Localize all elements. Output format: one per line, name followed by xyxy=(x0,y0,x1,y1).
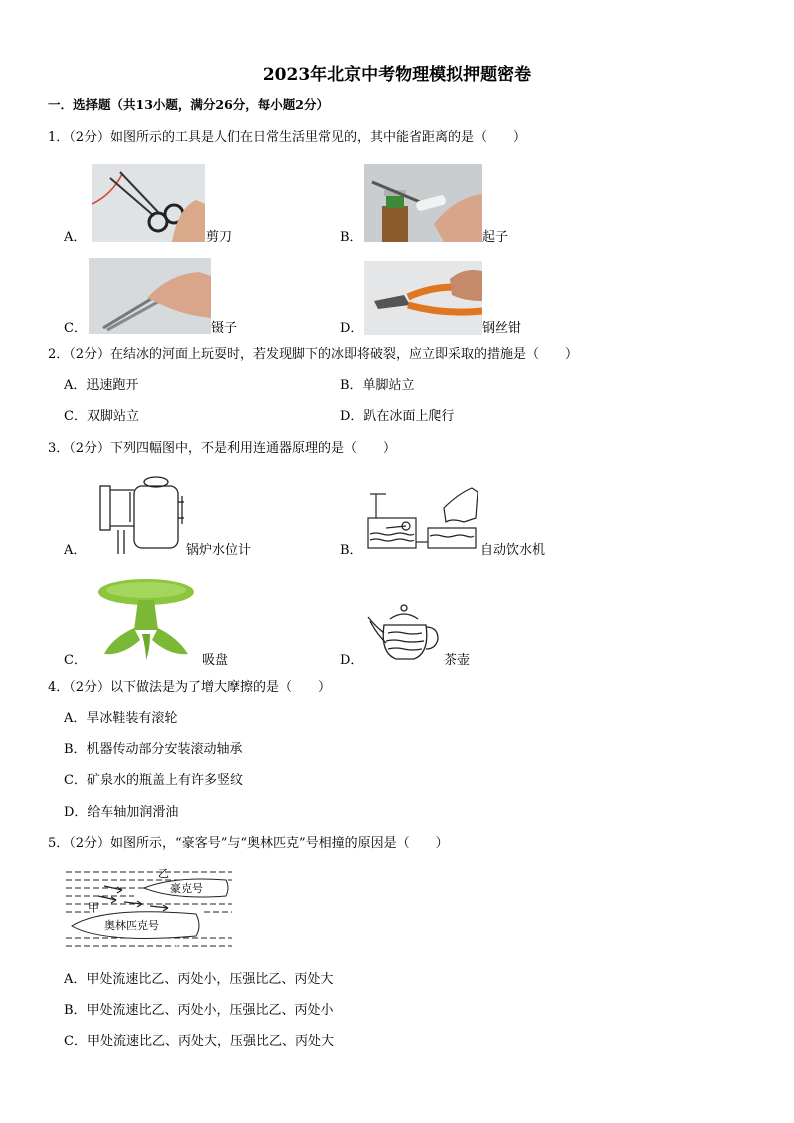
fig-label-jia: 甲 xyxy=(88,901,99,914)
q3-option-d-letter: D． xyxy=(340,653,364,668)
q2-option-d: D．趴在冰面上爬行 xyxy=(340,409,455,424)
bottle-opener-image xyxy=(364,164,482,242)
q1-option-d-letter: D． xyxy=(340,321,364,336)
boiler-gauge-image xyxy=(94,472,184,558)
q4-option-c: C．矿泉水的瓶盖上有许多竖纹 xyxy=(64,773,243,788)
q3-option-b-text: 自动饮水机 xyxy=(480,543,546,558)
tweezers-image xyxy=(89,258,211,334)
q2-option-c: C．双脚站立 xyxy=(64,409,139,424)
q3-option-c-text: 吸盘 xyxy=(202,653,229,668)
q5-option-b: B．甲处流速比乙、丙处小，压强比乙、丙处小 xyxy=(64,1003,334,1018)
q4-option-a: A．旱冰鞋装有滚轮 xyxy=(64,711,178,726)
teapot-image xyxy=(366,603,442,663)
q1-option-c-letter: C． xyxy=(64,321,87,336)
q5-option-a: A．甲处流速比乙、丙处小，压强比乙、丙处大 xyxy=(64,972,334,987)
q1-option-a-letter: A． xyxy=(64,230,87,245)
q1-option-b-letter: B． xyxy=(340,230,363,245)
q2-option-b: B．单脚站立 xyxy=(340,378,415,393)
q1-option-d-text: 钢丝钳 xyxy=(482,321,522,336)
pliers-image xyxy=(364,261,482,335)
auto-waterer-image xyxy=(366,478,478,552)
q3-option-c-letter: C． xyxy=(64,653,87,668)
fig-label-yi: 乙 xyxy=(158,867,169,880)
fig-label-ship1: 豪克号 xyxy=(170,882,203,895)
q4-option-b: B．机器传动部分安装滚动轴承 xyxy=(64,742,243,757)
suction-cup-image xyxy=(92,574,200,662)
q4-option-d: D．给车轴加润滑油 xyxy=(64,805,179,820)
q3-option-b-letter: B． xyxy=(340,543,363,558)
q3-option-a-letter: A． xyxy=(64,543,87,558)
q1-option-c-text: 镊子 xyxy=(211,321,238,336)
section-heading: 一．选择题（共13小题，满分26分，每小题2分） xyxy=(48,97,329,112)
scissors-image xyxy=(92,164,205,242)
q2-stem: 2．（2分）在结冰的河面上玩耍时，若发现脚下的冰即将破裂，应立即采取的措施是（ ） xyxy=(48,347,579,362)
q5-stem: 5．（2分）如图所示，“豪客号”与“奥林匹克”号相撞的原因是（ ） xyxy=(48,836,449,851)
q5-option-c: C．甲处流速比乙、丙处大，压强比乙、丙处大 xyxy=(64,1034,334,1049)
ships-diagram xyxy=(64,866,234,952)
q4-stem: 4．（2分）以下做法是为了增大摩擦的是（ ） xyxy=(48,680,332,695)
q1-option-b-text: 起子 xyxy=(482,230,509,245)
fig-label-ship2: 奥林匹克号 xyxy=(104,919,159,932)
q3-option-a-text: 锅炉水位计 xyxy=(186,543,252,558)
q2-option-a: A．迅速跑开 xyxy=(64,378,139,393)
page-title: 2023年北京中考物理模拟押题密卷 xyxy=(262,65,532,85)
q1-option-a-text: 剪刀 xyxy=(206,230,233,245)
q1-stem: 1．（2分）如图所示的工具是人们在日常生活里常见的，其中能省距离的是（ ） xyxy=(48,130,527,145)
fig-label-bing: 丙 xyxy=(170,939,181,952)
q3-option-d-text: 茶壶 xyxy=(444,653,471,668)
q3-stem: 3．（2分）下列四幅图中，不是利用连通器原理的是（ ） xyxy=(48,441,397,456)
